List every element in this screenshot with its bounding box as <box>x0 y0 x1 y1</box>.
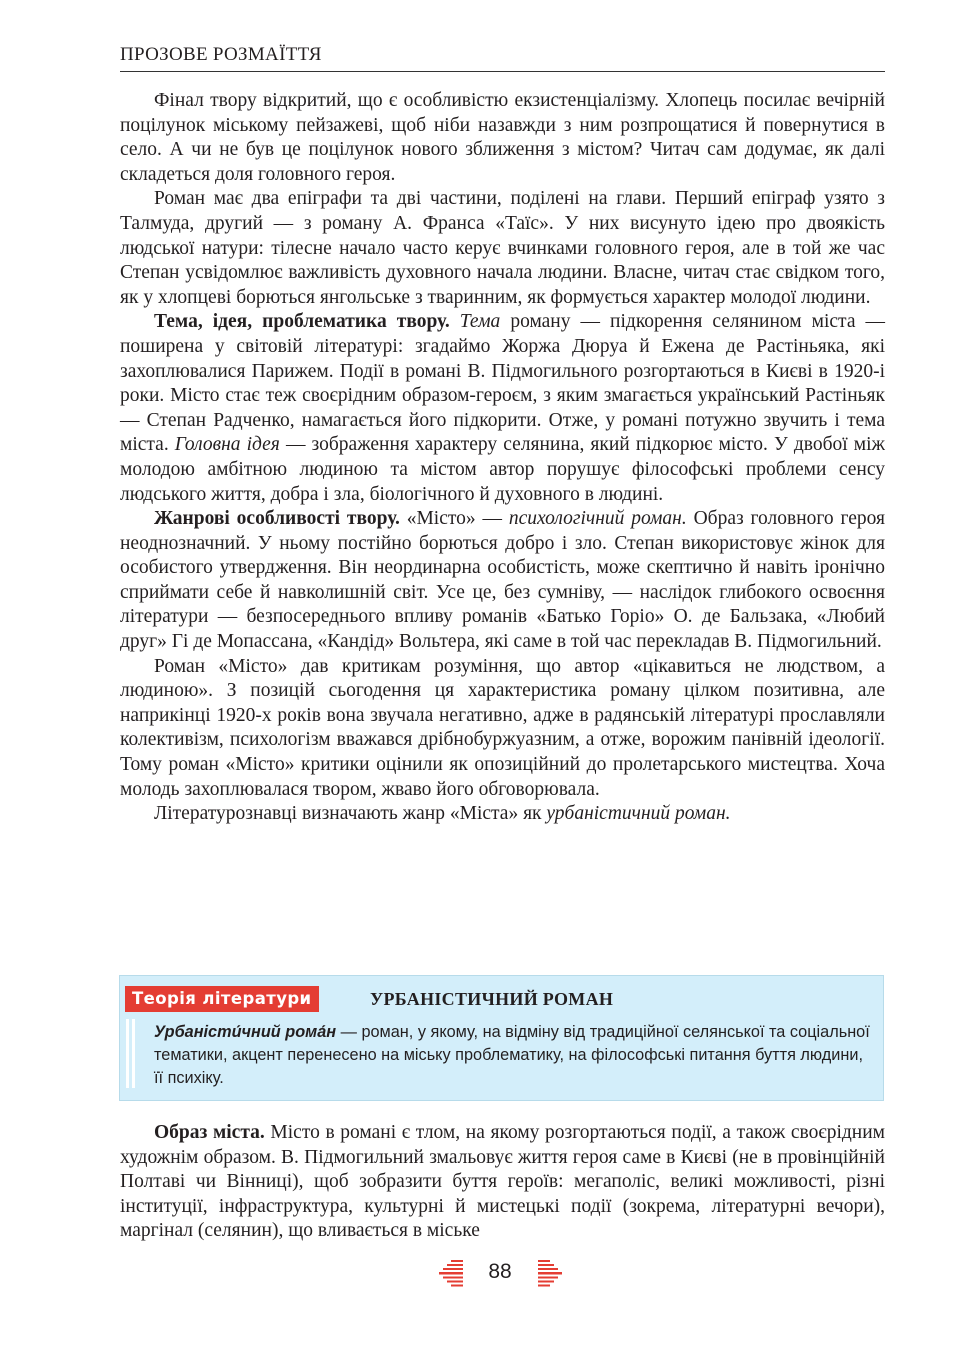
theme-text-2: — зображення характеру селянина, який підкорює місто. У двобої між молодою амбітною людиною та містом автор порушує філософські проблеми сенсу людського життя, добра і зла, біологічного й духовного в людині. <box>120 434 886 505</box>
running-header <box>120 44 885 72</box>
paragraph-theme <box>120 310 885 507</box>
genre-term: психологічний роман. <box>508 508 687 530</box>
idea-term: Головна ідея <box>174 434 280 456</box>
paragraph-genre <box>120 507 885 655</box>
theory-bars-decoration <box>126 1019 136 1088</box>
paragraph-critics: Роман «Місто» дав критикам розуміння, що автор «цікавиться не людством, а людиною». З позицій сьогодення ця характеристика роману цілком позитивна, але наприкінці 1920-х років вона звучала негативно, адже в радянській літературі прославляли колективізм, психологізм вважався дрібнобуржуазним, а отже, ворожим панівній ідеології. Тому роман «Місто» критики оцінили як опозиційний до пролетарського мистецтва. Хоча молодь захоплювалася твором, жваво його обговорювала. <box>120 655 885 800</box>
genre-heading: Жанрові особливості твору. <box>154 508 400 530</box>
theme-text-1: роману — підкорення селянином міста — поширена у світовій літературі: згадаймо Жоржа Дюруа й Ежена де Растіньяка, які захоплювалися Парижем. Події в романі В. Підмогильного розгортаються в Києві в 1920-і роки. Місто стає теж своєрідним образом-героєм, з яким змагається український Растіньяк — Степан Радченко, намагається його підкорити. Отже, у романі потужно звучить і тема міста. <box>120 311 885 456</box>
urban-genre-term: урбаністичний роман. <box>546 803 731 825</box>
theme-heading: Тема, ідея, проблематика твору. <box>154 311 450 333</box>
page-footer <box>0 1258 963 1288</box>
urban-genre-text: Літературознавці визначають жанр «Міста» як <box>154 803 547 825</box>
theory-box <box>119 975 884 1101</box>
theme-term: Тема <box>459 311 501 333</box>
theory-definition-text: — роман, у якому, на відміну від традиційної селянської та соціальної тематики, акцент перенесено на міську проблематику, на філософські питання буття людини, її психіку. <box>154 1023 870 1087</box>
theory-label: Теорія літератури <box>125 986 319 1012</box>
paragraph-epigraphs: Роман має два епіграфи та дві частини, поділені на глави. Перший епіграф узято з Талмуда, другий — з роману А. Франса «Таїс». У них висунуто ідею про двоякість людської натури: тілесне начало часто керує вчинками головного героя, але в той же час Степан усвідомлює важливість духовного начала людини. Власне, читач стає свідком того, як у хлопцеві борються янгольське з тваринним, як формується характер молодої людини. <box>120 188 885 308</box>
main-text <box>120 89 885 827</box>
left-ornament-icon <box>437 1260 463 1288</box>
theory-definition <box>154 1021 874 1090</box>
genre-text-2: Образ головного героя неоднозначний. У ньому постійно борються добро і зло. Степан використовує жінок для особистого утвердження. Він неординарна особистість, може скептично й навіть іронічно сприймати себе й навколишній світ. Усе це, без сумніву, — наслідок глибокого освоєння літератури — безпосереднього впливу романів «Батько Горіо» О. де Бальзака, «Любий друг» Гі де Мопассана, «Кандід» Вольтера, які саме в той час перекладав В. Підмогильний. <box>120 508 885 653</box>
text-after-box <box>120 1121 885 1244</box>
genre-text-1: «Місто» — <box>399 508 509 530</box>
theory-title: УРБАНІСТИЧНИЙ РОМАН <box>370 989 614 1009</box>
page-number: 88 <box>488 1260 512 1283</box>
city-image-heading: Образ міста. <box>154 1122 265 1143</box>
right-ornament-icon <box>538 1260 564 1288</box>
paragraph-city-image <box>120 1121 885 1244</box>
header-title: ПРОЗОВЕ РОЗМАЇТТЯ <box>120 44 322 65</box>
paragraph-ending: Фінал твору відкритий, що є особливістю екзистенціалізму. Хлопець посилає вечірній поцілунок міському пейзажеві, щоб ніби назавжди з ним розпрощатися й повернутися в село. А чи не був це поцілунок нового зближення з містом? Читач сам додумає, як далі складеться доля головного героя. <box>120 90 885 185</box>
city-image-text: Місто в романі є тлом, на якому розгортаються події, а також своєрідним художнім образом. В. Підмогильний змальовує життя героя саме в Києві (не в провінційній Полтаві чи Вінниці), щоб зобразити буття героїв: мегаполіс, великі можливості, різні інституції, інфраструктура, культурні й мистецькі події (зокрема, літературні вечори), маргінал (селянин), що вливається в міське <box>120 1122 885 1242</box>
paragraph-urban-genre <box>120 802 885 827</box>
theory-term: Урбаністи́чний рома́н <box>154 1023 337 1041</box>
